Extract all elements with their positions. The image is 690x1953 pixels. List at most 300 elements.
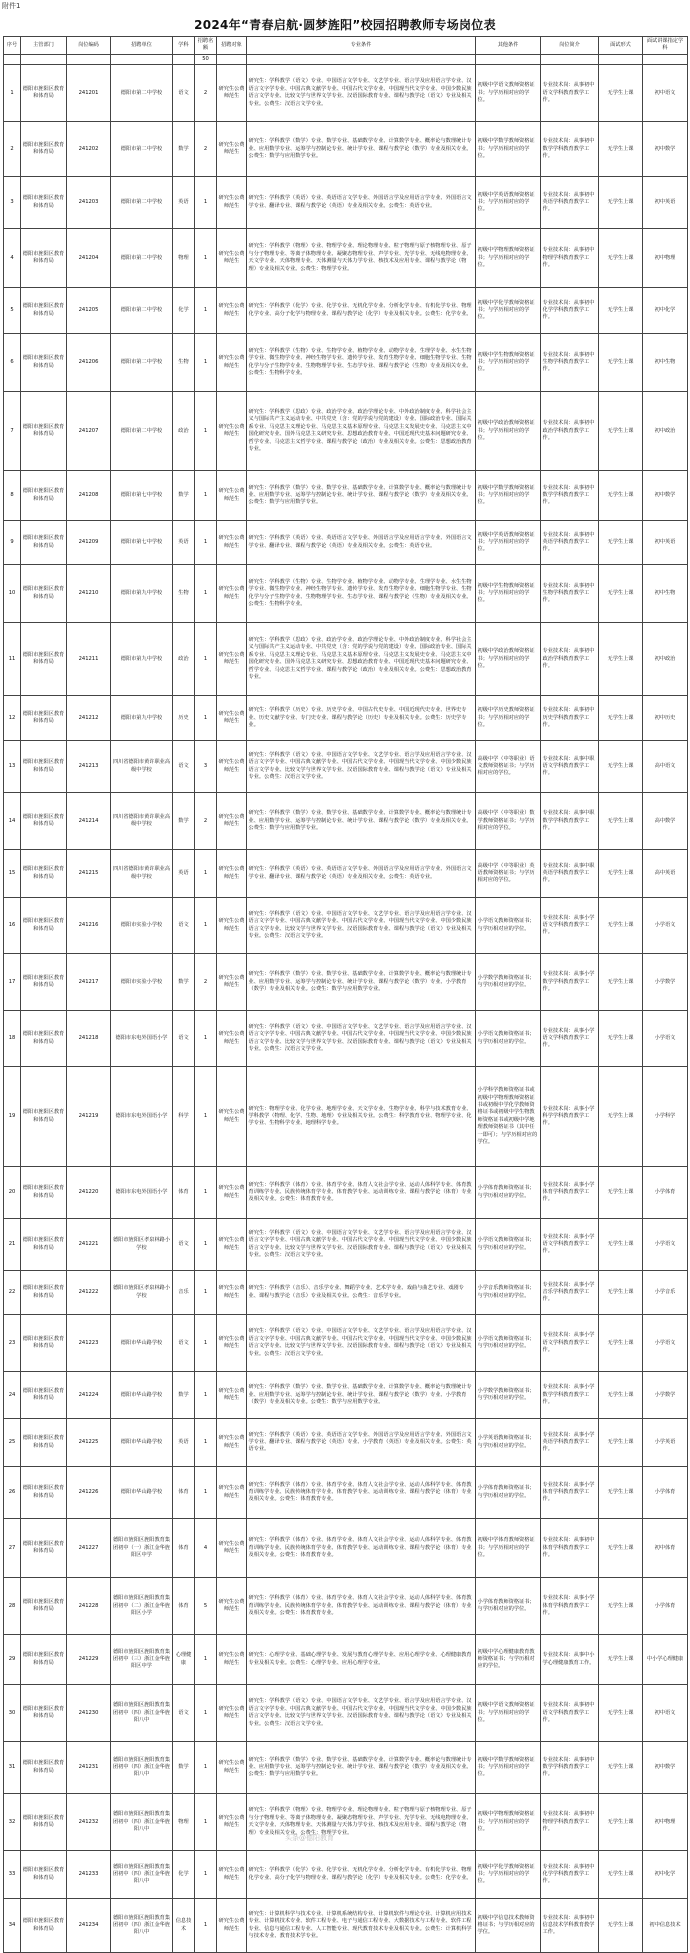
- row-form: 无学生上课: [599, 1635, 643, 1685]
- row-no: 11: [4, 623, 21, 696]
- row-target: 研究生公费师范生: [217, 521, 247, 565]
- row-dept: 德阳市旌阳区教育和体育局: [21, 1519, 67, 1578]
- row-code: 241210: [67, 565, 111, 623]
- row-quota: 1: [195, 1419, 217, 1467]
- row-other: 小学语文教师资格证书；与学历相对应的学位。: [476, 1315, 541, 1372]
- table-row: [4, 1219, 688, 1271]
- header-dept: 主管部门: [21, 37, 67, 55]
- row-target: 研究生公费师范生: [217, 1519, 247, 1578]
- row-spec: 初中生物: [643, 565, 688, 623]
- table-row: [4, 1419, 688, 1467]
- row-form: 无学生上课: [599, 850, 643, 898]
- row-major: 研究生：学科教学（生物）专业、生物学专业、植物学专业、动物学专业、生理学专业、水生生物学专业、微生物学专业、神经生物学专业、遗传学专业、发育生物学专业、细胞生物学专业、生物化学与分子生物学专业、生物物理学专业、生态学专业、课程与教学论（生物）专业及相关专业。公费生：生物科学专业。: [247, 334, 476, 392]
- row-no: 14: [4, 793, 21, 850]
- row-unit: 德阳市第九中学校: [111, 696, 173, 741]
- row-target: 研究生公费师范生: [217, 471, 247, 521]
- row-target: 研究生公费师范生: [217, 65, 247, 122]
- row-subject: 化学: [173, 1851, 195, 1899]
- row-unit: 德阳市第九中学校: [111, 565, 173, 623]
- row-target: 研究生公费师范生: [217, 696, 247, 741]
- row-spec: 初中信息技术: [643, 1899, 688, 1953]
- header-major: 专业条件: [247, 37, 476, 55]
- row-quota: 2: [195, 954, 217, 1011]
- row-other: 小学体育教师资格证书；与学历相对应的学位。: [476, 1578, 541, 1635]
- row-form: 无学生上课: [599, 1067, 643, 1167]
- table-row: [4, 741, 688, 793]
- row-unit: 德阳市旌阳区旌阳教育集团初中（二）浙江金华旌阳区小学: [111, 1578, 173, 1635]
- row-target: 研究生公费师范生: [217, 1167, 247, 1219]
- row-code: 241231: [67, 1742, 111, 1794]
- row-target: 研究生公费师范生: [217, 392, 247, 471]
- row-quota: 1: [195, 623, 217, 696]
- row-spec: 小学科学: [643, 1067, 688, 1167]
- row-form: 无学生上课: [599, 1685, 643, 1742]
- row-no: 3: [4, 177, 21, 229]
- row-spec: 初中英语: [643, 177, 688, 229]
- row-spec: 初中物理: [643, 229, 688, 288]
- row-no: 24: [4, 1372, 21, 1419]
- row-quota: 1: [195, 1167, 217, 1219]
- row-form: 无学生上课: [599, 1851, 643, 1899]
- row-quota: 1: [195, 1851, 217, 1899]
- row-unit: 四川省德阳市黄许职业高级中学校: [111, 741, 173, 793]
- row-no: 16: [4, 898, 21, 954]
- row-intro: 专业技术岗：从事小学语文学科教育教学工作。: [541, 1315, 599, 1372]
- table-row: [4, 1467, 688, 1519]
- row-quota: 5: [195, 1578, 217, 1635]
- row-no: 1: [4, 65, 21, 122]
- row-code: 241205: [67, 288, 111, 334]
- row-other: 初级中学政治教师资格证书；与学历相对应的学位。: [476, 392, 541, 471]
- row-unit: 德阳市旌阳区旌阳教育集团初中（四）浙江金华旌阳八中: [111, 1685, 173, 1742]
- row-intro: 专业技术岗：从事初中数学学科教育教学工作。: [541, 471, 599, 521]
- row-spec: 高中语文: [643, 741, 688, 793]
- row-form: 无学生上课: [599, 954, 643, 1011]
- watermark: 头条@德阳教育: [285, 1834, 334, 1842]
- row-no: 32: [4, 1794, 21, 1851]
- row-unit: 德阳市第二中学校: [111, 122, 173, 177]
- row-major: 研究生：学科教学（语文）专业、中国语言文学专业、文艺学专业、语言学及应用语言学专业、汉语言文字学专业、中国古典文献学专业、中国古代文学专业、中国现当代文学专业、中国少数民族语言文学专业、比较文学与世界文学专业、汉语国际教育专业、课程与教学论（语文）专业及相关专业。公费生：汉语言文学专业。: [247, 1011, 476, 1067]
- row-quota: 1: [195, 565, 217, 623]
- row-other: 小学音乐教师资格证书；与学历相对应的学位。: [476, 1271, 541, 1315]
- table-row: [4, 565, 688, 623]
- table-row: [4, 1635, 688, 1685]
- row-spec: 初中物理: [643, 1794, 688, 1851]
- row-major: 研究生：学科教学（化学）专业、化学专业、无机化学专业、分析化学专业、有机化学专业、物理化学专业、高分子化学与物理专业、课程与教学论（化学）专业及相关专业。公费生：化学专业。: [247, 288, 476, 334]
- header-spec: 面试讲课指定学科: [643, 37, 688, 55]
- row-code: 241220: [67, 1167, 111, 1219]
- row-form: 无学生上课: [599, 565, 643, 623]
- row-intro: 专业技术岗：从事初中语文学科教育教学工作。: [541, 65, 599, 122]
- row-spec: 初中化学: [643, 288, 688, 334]
- row-target: 研究生公费师范生: [217, 1635, 247, 1685]
- row-target: 研究生公费师范生: [217, 1851, 247, 1899]
- row-target: 研究生公费师范生: [217, 1467, 247, 1519]
- row-spec: 小学英语: [643, 1419, 688, 1467]
- row-intro: 专业技术岗：从事初中化学学科教育教学工作。: [541, 1851, 599, 1899]
- row-spec: 初中历史: [643, 696, 688, 741]
- row-target: 研究生公费师范生: [217, 1742, 247, 1794]
- row-target: 研究生公费师范生: [217, 1685, 247, 1742]
- table-row: [4, 288, 688, 334]
- row-subject: 数学: [173, 1742, 195, 1794]
- row-spec: 高中英语: [643, 850, 688, 898]
- row-unit: 德阳市旌阳区孝泉林路小学校: [111, 1219, 173, 1271]
- row-dept: 德阳市旌阳区教育和体育局: [21, 565, 67, 623]
- row-subject: 语文: [173, 1219, 195, 1271]
- row-target: 研究生公费师范生: [217, 1578, 247, 1635]
- row-code: 241208: [67, 471, 111, 521]
- row-target: 研究生公费师范生: [217, 334, 247, 392]
- row-major: 研究生：学科教学（语文）专业、中国语言文学专业、文艺学专业、语言学及应用语言学专业、汉语言文字学专业、中国古典文献学专业、中国古代文学专业、中国现当代文学专业、中国少数民族语言文学专业、比较文学与世界文学专业、汉语国际教育专业、课程与教学论（语文）专业及相关专业。公费生：汉语言文学专业。: [247, 1219, 476, 1271]
- row-major: 研究生：学科教学（音乐）、音乐学专业、舞蹈学专业、艺术学专业、戏曲与曲艺专业、戏剧专业、课程与教学论（音乐）专业及相关专业。公费生：音乐学专业。: [247, 1271, 476, 1315]
- row-spec: 初中生物: [643, 334, 688, 392]
- row-other: 初级中学数学教师资格证书；与学历相对应的学位。: [476, 1742, 541, 1794]
- row-no: 6: [4, 334, 21, 392]
- table-row: [4, 1519, 688, 1578]
- row-intro: 专业技术岗：从事初中历史学科教育教学工作。: [541, 696, 599, 741]
- row-code: 241217: [67, 954, 111, 1011]
- row-subject: 体育: [173, 1519, 195, 1578]
- row-unit: 德阳市旌阳区旌阳教育集团初中（一）浙江金华旌阳区中学: [111, 1519, 173, 1578]
- row-code: 241206: [67, 334, 111, 392]
- row-other: 小学语文教师资格证书；与学历相对应的学位。: [476, 898, 541, 954]
- row-form: 无学生上课: [599, 65, 643, 122]
- row-no: 23: [4, 1315, 21, 1372]
- row-unit: 德阳市旌阳区旌阳教育集团初中（四）浙江金华旌阳八中: [111, 1851, 173, 1899]
- row-target: 研究生公费师范生: [217, 898, 247, 954]
- row-no: 8: [4, 471, 21, 521]
- row-dept: 德阳市旌阳区教育和体育局: [21, 1167, 67, 1219]
- row-intro: 专业技术岗：从事中职语文学科教育教学工作。: [541, 741, 599, 793]
- row-other: 初级中学物理教师资格证书；与学历相对应的学位。: [476, 229, 541, 288]
- table-row: [4, 623, 688, 696]
- row-quota: 1: [195, 1742, 217, 1794]
- row-quota: 1: [195, 1899, 217, 1953]
- row-target: 研究生公费师范生: [217, 1899, 247, 1953]
- row-intro: 专业技术岗：从事初中语文学科教育教学工作。: [541, 1685, 599, 1742]
- row-quota: 4: [195, 1519, 217, 1578]
- row-other: 初级中学化学教师资格证书；与学历相对应的学位。: [476, 288, 541, 334]
- row-spec: 初中政治: [643, 623, 688, 696]
- row-code: 241207: [67, 392, 111, 471]
- row-form: 无学生上课: [599, 1578, 643, 1635]
- row-dept: 德阳市旌阳区教育和体育局: [21, 1219, 67, 1271]
- table-body: [4, 65, 688, 1953]
- row-quota: 1: [195, 229, 217, 288]
- row-quota: 1: [195, 1685, 217, 1742]
- row-dept: 德阳市旌阳区教育和体育局: [21, 521, 67, 565]
- row-other: 小学英语教师资格证书；与学历相对应的学位。: [476, 1419, 541, 1467]
- row-spec: 中小学心理健康: [643, 1635, 688, 1685]
- row-no: 29: [4, 1635, 21, 1685]
- row-quota: 1: [195, 1635, 217, 1685]
- row-subject: 物理: [173, 1794, 195, 1851]
- row-subject: 数学: [173, 793, 195, 850]
- row-intro: 专业技术岗：从事初中政治学科教育教学工作。: [541, 392, 599, 471]
- row-subject: 数学: [173, 471, 195, 521]
- row-subject: 信息技术: [173, 1899, 195, 1953]
- row-target: 研究生公费师范生: [217, 565, 247, 623]
- row-form: 无学生上课: [599, 898, 643, 954]
- row-target: 研究生公费师范生: [217, 177, 247, 229]
- row-code: 241203: [67, 177, 111, 229]
- row-form: 无学生上课: [599, 521, 643, 565]
- header-other: 其他条件: [476, 37, 541, 55]
- row-spec: 小学语文: [643, 1011, 688, 1067]
- row-dept: 德阳市旌阳区教育和体育局: [21, 471, 67, 521]
- row-quota: 1: [195, 1219, 217, 1271]
- row-code: 241221: [67, 1219, 111, 1271]
- row-no: 34: [4, 1899, 21, 1953]
- row-dept: 德阳市旌阳区教育和体育局: [21, 1011, 67, 1067]
- table-row: [4, 122, 688, 177]
- row-subject: 历史: [173, 696, 195, 741]
- row-no: 7: [4, 392, 21, 471]
- row-major: 研究生：学科教学（英语）专业、英语语言文学专业、外国语言学及应用语言学专业、外国语言文学专业、翻译专业、课程与教学论（英语）专业、小学教育（英语）专业及相关专业。公费生：英语专业。: [247, 1419, 476, 1467]
- table-row: [4, 954, 688, 1011]
- row-form: 无学生上课: [599, 1742, 643, 1794]
- row-target: 研究生公费师范生: [217, 1372, 247, 1419]
- table-row: [4, 850, 688, 898]
- row-dept: 德阳市旌阳区教育和体育局: [21, 1315, 67, 1372]
- row-spec: 小学体育: [643, 1467, 688, 1519]
- row-intro: 专业技术岗：从事初中物理学科教育教学工作。: [541, 229, 599, 288]
- row-unit: 德阳市旌阳区孝泉林路小学校: [111, 1271, 173, 1315]
- row-other: 小学语文教师资格证书；与学历相对应的学位。: [476, 1219, 541, 1271]
- row-major: 研究生：物理学专业、化学专业、地理学专业、天文学专业、生物学专业、科学与技术教育专业、学科教学（物理、化学、生物、地理）专业及相关专业。公费生：科学教育专业、物理学专业、化学专业、生物科学专业、地理科学专业。: [247, 1067, 476, 1167]
- row-subject: 语文: [173, 65, 195, 122]
- row-spec: 小学体育: [643, 1167, 688, 1219]
- header-subject: 学科: [173, 37, 195, 55]
- row-unit: 四川省德阳市黄许职业高级中学校: [111, 793, 173, 850]
- row-code: 241227: [67, 1519, 111, 1578]
- row-target: 研究生公费师范生: [217, 1067, 247, 1167]
- row-quota: 1: [195, 898, 217, 954]
- row-subject: 语文: [173, 1011, 195, 1067]
- row-other: 初级中学生物教师资格证书；与学历相对应的学位。: [476, 565, 541, 623]
- row-target: 研究生公费师范生: [217, 288, 247, 334]
- row-intro: 专业技术岗：从事小学语文学科教育教学工作。: [541, 1011, 599, 1067]
- row-no: 20: [4, 1167, 21, 1219]
- row-form: 无学生上课: [599, 1794, 643, 1851]
- row-major: 研究生：学科教学（生物）专业、生物学专业、植物学专业、动物学专业、生理学专业、水生生物学专业、微生物学专业、神经生物学专业、遗传学专业、发育生物学专业、细胞生物学专业、生物化学与分子生物学专业、生物物理学专业、生态学专业、课程与教学论（生物）专业及相关专业。公费生：生物科学专业。: [247, 565, 476, 623]
- row-dept: 德阳市旌阳区教育和体育局: [21, 1685, 67, 1742]
- row-code: 241212: [67, 696, 111, 741]
- row-code: 241230: [67, 1685, 111, 1742]
- row-major: 研究生：学科教学（思政）专业、政治学专业、政治学理论专业、中外政治制度专业、科学社会主义与国际共产主义运动专业、中共党史（含：党的学说与党的建设）专业、国际政治专业、国际关系专业、马克思主义理论专业、马克思主义基本原理专业、马克思主义发展史专业、马克思主义中国化研究专业、国外马克思主义研究专业、思想政治教育专业、中国近现代史基本问题研究专业、哲学专业、马克思主义哲学专业、课程与教学论（政治）专业及相关专业。公费生：思想政治教育专业。: [247, 392, 476, 471]
- row-other: 小学数学教师资格证书；与学历相对应的学位。: [476, 954, 541, 1011]
- row-unit: 德阳市华山路学校: [111, 1372, 173, 1419]
- row-dept: 德阳市旌阳区教育和体育局: [21, 1467, 67, 1519]
- header-no: 序号: [4, 37, 21, 55]
- row-major: 研究生：心理学专业、基础心理学专业、发展与教育心理学专业、应用心理学专业、心理健康教育专业及相关专业。公费生：心理学专业、应用心理学专业。: [247, 1635, 476, 1685]
- row-target: 研究生公费师范生: [217, 229, 247, 288]
- row-code: 241216: [67, 898, 111, 954]
- table-row: [4, 471, 688, 521]
- table-row: [4, 1899, 688, 1953]
- row-unit: 德阳市华山路学校: [111, 1315, 173, 1372]
- row-major: 研究生：学科教学（英语）专业、英语语言文学专业、外国语言学及应用语言学专业、外国语言文学专业、翻译专业、课程与教学论（英语）专业及相关专业。公费生：英语专业。: [247, 521, 476, 565]
- row-intro: 专业技术岗：从事小学科学学科教育教学工作。: [541, 1067, 599, 1167]
- row-form: 无学生上课: [599, 392, 643, 471]
- row-other: 初级中学数学教师资格证书；与学历相对应的学位。: [476, 471, 541, 521]
- row-spec: 小学数学: [643, 954, 688, 1011]
- row-target: 研究生公费师范生: [217, 850, 247, 898]
- row-no: 4: [4, 229, 21, 288]
- row-quota: 1: [195, 334, 217, 392]
- row-no: 26: [4, 1467, 21, 1519]
- row-dept: 德阳市旌阳区教育和体育局: [21, 696, 67, 741]
- row-dept: 德阳市旌阳区教育和体育局: [21, 741, 67, 793]
- row-code: 241213: [67, 741, 111, 793]
- row-form: 无学生上课: [599, 471, 643, 521]
- row-intro: 专业技术岗：从事小学数学学科教育教学工作。: [541, 954, 599, 1011]
- row-unit: 德阳市第二中学校: [111, 392, 173, 471]
- row-major: 研究生：学科教学（体育）专业、体育学专业、体育人文社会学专业、运动人体科学专业、体育教育训练学专业、民族传统体育学专业、体育教学专业、运动训练专业、课程与教学论（体育）专业及相关专业。公费生：体育教育专业。: [247, 1578, 476, 1635]
- row-other: 初级中学生物教师资格证书；与学历相对应的学位。: [476, 334, 541, 392]
- row-spec: 小学体育: [643, 1578, 688, 1635]
- row-other: 小学科学教师资格证书或初级中学物理教师资格证书或初级中学化学教师资格证书或初级中学生物教师资格证书或初级中学地理教师资格证书（其中任一即可）；与学历相对应的学位。: [476, 1067, 541, 1167]
- row-code: 241215: [67, 850, 111, 898]
- row-target: 研究生公费师范生: [217, 741, 247, 793]
- row-form: 无学生上课: [599, 1899, 643, 1953]
- header-target: 招聘对象: [217, 37, 247, 55]
- row-code: 241226: [67, 1467, 111, 1519]
- row-major: 研究生：学科教学（体育）专业、体育学专业、体育人文社会学专业、运动人体科学专业、体育教育训练学专业、民族传统体育学专业、体育教学专业、运动训练专业、课程与教学论（体育）专业及相关专业。公费生：体育教育专业。: [247, 1519, 476, 1578]
- row-subject: 英语: [173, 850, 195, 898]
- table-row: [4, 898, 688, 954]
- row-other: 初级中学数学教师资格证书；与学历相对应的学位。: [476, 122, 541, 177]
- row-unit: 德阳市第二中学校: [111, 334, 173, 392]
- row-unit: 德阳市第九中学校: [111, 623, 173, 696]
- row-major: 研究生：学科教学（物理）专业、物理学专业、理论物理专业、粒子物理与原子核物理专业、原子与分子物理专业、等离子体物理专业、凝聚态物理专业、声学专业、光学专业、无线电物理专业、天文学专业、天体物理专业、天体测量与天体力学专业、核技术及应用专业、课程与教学论（物理）专业及相关专业。公费生：物理学专业。: [247, 1794, 476, 1851]
- row-code: 241214: [67, 793, 111, 850]
- row-spec: 初中政治: [643, 392, 688, 471]
- row-intro: 专业技术岗：从事初中英语学科教育教学工作。: [541, 521, 599, 565]
- row-subject: 数学: [173, 954, 195, 1011]
- row-quota: 2: [195, 793, 217, 850]
- row-other: 高级中学（中等职业）英语教师资格证书；与学历相对应的学位。: [476, 850, 541, 898]
- row-code: 241232: [67, 1794, 111, 1851]
- row-subject: 生物: [173, 334, 195, 392]
- row-subject: 政治: [173, 623, 195, 696]
- row-intro: 专业技术岗：从事初中化学学科教育教学工作。: [541, 288, 599, 334]
- row-dept: 德阳市旌阳区教育和体育局: [21, 334, 67, 392]
- row-intro: 专业技术岗：从事中职英语学科教育教学工作。: [541, 850, 599, 898]
- row-subject: 音乐: [173, 1271, 195, 1315]
- row-subject: 体育: [173, 1467, 195, 1519]
- row-other: 小学体育教师资格证书；与学历相对应的学位。: [476, 1467, 541, 1519]
- row-dept: 德阳市旌阳区教育和体育局: [21, 850, 67, 898]
- row-target: 研究生公费师范生: [217, 122, 247, 177]
- row-major: 研究生：学科教学（语文）专业、中国语言文学专业、文艺学专业、语言学及应用语言学专业、汉语言文字学专业、中国古典文献学专业、中国古代文学专业、中国现当代文学专业、中国少数民族语言文学专业、比较文学与世界文学专业、汉语国际教育专业、课程与教学论（语文）专业及相关专业。公费生：汉语言文学专业。: [247, 1685, 476, 1742]
- row-intro: 专业技术岗：从事小学英语学科教育教学工作。: [541, 1419, 599, 1467]
- row-quota: 1: [195, 471, 217, 521]
- row-spec: 小学语文: [643, 1219, 688, 1271]
- table-row: [4, 1067, 688, 1167]
- table-row: [4, 392, 688, 471]
- row-other: 初级中学英语教师资格证书；与学历相对应的学位。: [476, 177, 541, 229]
- row-intro: 专业技术岗：从事初中物理学科教育教学工作。: [541, 1794, 599, 1851]
- row-subject: 体育: [173, 1167, 195, 1219]
- table-row: [4, 1794, 688, 1851]
- row-intro: 专业技术岗：从事小学语文学科教育教学工作。: [541, 898, 599, 954]
- row-intro: 专业技术岗：从事初中生物学科教育教学工作。: [541, 565, 599, 623]
- row-intro: 专业技术岗：从事初中体育学科教育教学工作。: [541, 1519, 599, 1578]
- row-major: 研究生：学科教学（英语）专业、英语语言文学专业、外国语言学及应用语言学专业、外国语言文学专业、翻译专业、课程与教学论（英语）专业及相关专业。公费生：英语专业。: [247, 177, 476, 229]
- row-quota: 1: [195, 1794, 217, 1851]
- row-code: 241211: [67, 623, 111, 696]
- row-dept: 德阳市旌阳区教育和体育局: [21, 1578, 67, 1635]
- row-other: 初级中学语文教师资格证书；与学历相对应的学位。: [476, 1685, 541, 1742]
- row-no: 22: [4, 1271, 21, 1315]
- row-code: 241219: [67, 1067, 111, 1167]
- row-dept: 德阳市旌阳区教育和体育局: [21, 1067, 67, 1167]
- row-form: 无学生上课: [599, 741, 643, 793]
- row-quota: 1: [195, 850, 217, 898]
- row-intro: 专业技术岗：从事初中政治学科教育教学工作。: [541, 623, 599, 696]
- row-dept: 德阳市旌阳区教育和体育局: [21, 177, 67, 229]
- row-major: 研究生：学科教学（语文）专业、中国语言文学专业、文艺学专业、语言学及应用语言学专业、汉语言文字学专业、中国古典文献学专业、中国古代文学专业、中国现当代文学专业、中国少数民族语言文学专业、比较文学与世界文学专业、汉语国际教育专业、课程与教学论（语文）专业及相关专业。公费生：汉语言文学专业。: [247, 65, 476, 122]
- row-code: 241218: [67, 1011, 111, 1067]
- row-no: 30: [4, 1685, 21, 1742]
- row-major: 研究生：学科教学（英语）专业、英语语言文学专业、外国语言学及应用语言学专业、外国语言文学专业、翻译专业、课程与教学论（英语）专业及相关专业。公费生：英语专业。: [247, 850, 476, 898]
- table-row: [4, 1742, 688, 1794]
- row-intro: 专业技术岗：从事初中英语学科教育教学工作。: [541, 177, 599, 229]
- row-quota: 1: [195, 1372, 217, 1419]
- table-row: [4, 1011, 688, 1067]
- row-intro: 专业技术岗：从事小学体育学科教育教学工作。: [541, 1467, 599, 1519]
- table-row: [4, 1167, 688, 1219]
- row-dept: 德阳市旌阳区教育和体育局: [21, 288, 67, 334]
- row-form: 无学生上课: [599, 1519, 643, 1578]
- table-row: [4, 1372, 688, 1419]
- row-subject: 英语: [173, 1419, 195, 1467]
- header-code: 岗位编码: [67, 37, 111, 55]
- row-no: 31: [4, 1742, 21, 1794]
- row-subject: 生物: [173, 565, 195, 623]
- row-code: 241209: [67, 521, 111, 565]
- row-major: 研究生：学科教学（数学）专业、数学专业、基础数学专业、计算数学专业、概率论与数理统计专业、应用数学专业、运筹学与控制论专业、统计学专业、课程与教学论（数学）专业、小学教育（数学）专业及相关专业。公费生：数学与应用数学专业。: [247, 954, 476, 1011]
- row-quota: 1: [195, 1315, 217, 1372]
- row-code: 241201: [67, 65, 111, 122]
- row-major: 研究生：学科教学（数学）专业、数学专业、基础数学专业、计算数学专业、概率论与数理统计专业、应用数学专业、运筹学与控制论专业、统计学专业、课程与教学论（数学）专业及相关专业。公费生：数学与应用数学专业。: [247, 471, 476, 521]
- row-spec: 初中化学: [643, 1851, 688, 1899]
- row-unit: 德阳市旌阳区旌阳教育集团初中（四）浙江金华旌阳八中: [111, 1899, 173, 1953]
- row-code: 241223: [67, 1315, 111, 1372]
- row-other: 小学数学教师资格证书；与学历相对应的学位。: [476, 1372, 541, 1419]
- row-spec: 初中数学: [643, 1742, 688, 1794]
- row-subject: 英语: [173, 177, 195, 229]
- row-quota: 1: [195, 1011, 217, 1067]
- row-form: 无学生上课: [599, 334, 643, 392]
- row-no: 2: [4, 122, 21, 177]
- row-subject: 语文: [173, 1315, 195, 1372]
- row-subject: 心理健康: [173, 1635, 195, 1685]
- row-subject: 政治: [173, 392, 195, 471]
- row-form: 无学生上课: [599, 1271, 643, 1315]
- row-major: 研究生：学科教学（体育）专业、体育学专业、体育人文社会学专业、运动人体科学专业、体育教育训练学专业、民族传统体育学专业、体育教学专业、运动训练专业、课程与教学论（体育）专业及相关专业。公费生：体育教育专业。: [247, 1167, 476, 1219]
- table-row: [4, 521, 688, 565]
- row-dept: 德阳市旌阳区教育和体育局: [21, 1899, 67, 1953]
- row-target: 研究生公费师范生: [217, 1794, 247, 1851]
- row-dept: 德阳市旌阳区教育和体育局: [21, 65, 67, 122]
- sheet-label: 附件1: [2, 2, 21, 10]
- table-row: [4, 1578, 688, 1635]
- row-intro: 专业技术岗：从事中小学心理健康教育工作。: [541, 1635, 599, 1685]
- row-other: 小学体育教师资格证书；与学历相对应的学位。: [476, 1167, 541, 1219]
